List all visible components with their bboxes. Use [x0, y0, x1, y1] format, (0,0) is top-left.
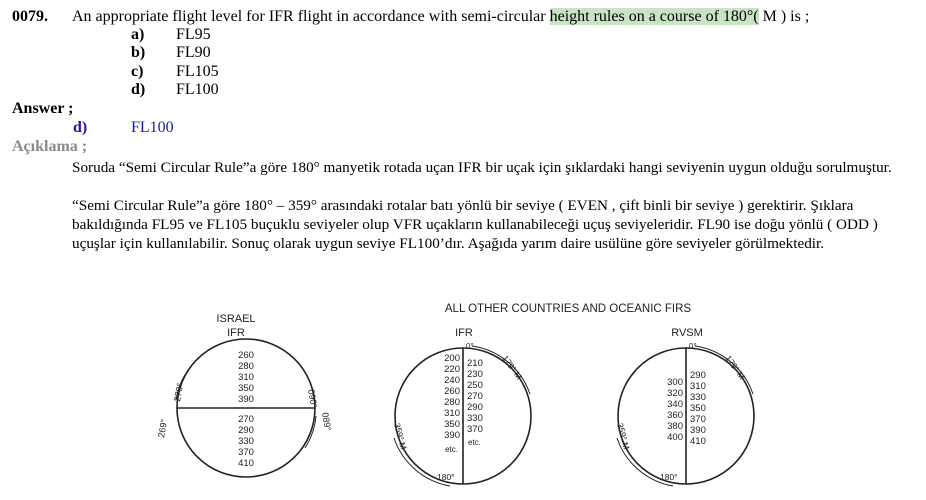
ifr-right-level: etc.: [468, 438, 481, 447]
rvsm-left-level: 380: [667, 421, 683, 432]
rvsm-right-level: 410: [690, 436, 706, 447]
ifr-0-label: 0°: [466, 342, 474, 351]
rvsm-right-level: 350: [690, 403, 706, 414]
option-a-value: FL95: [176, 26, 211, 43]
ifr-right-level: 270: [467, 391, 483, 402]
question-number: 0079.: [12, 8, 48, 25]
explanation-heading: Açıklama ;: [12, 138, 88, 155]
israel-top-level: 310: [238, 372, 254, 383]
ifr-left-level: 280: [444, 397, 460, 408]
israel-270-label: 270°: [172, 382, 186, 403]
option-d-letter: d): [131, 81, 146, 98]
semicircular-rule-diagram: [150, 298, 770, 488]
israel-089-label: 089°: [320, 411, 334, 432]
israel-top-level: 350: [238, 383, 254, 394]
ifr-right-level: 230: [467, 369, 483, 380]
ifr-diagram: [392, 327, 531, 486]
ifr-left-level: 260: [444, 386, 460, 397]
rvsm-left-level: 300: [667, 377, 683, 388]
rvsm-right-level: 330: [690, 392, 706, 403]
ifr-left-level: 220: [444, 364, 460, 375]
israel-bottom-level: 370: [238, 447, 254, 458]
question-text-highlight: height rules on a course of 180°(: [549, 8, 759, 25]
ifr-right-level: 250: [467, 380, 483, 391]
rvsm-right-level: 290: [690, 370, 706, 381]
israel-diagram: [156, 313, 333, 477]
ifr-left-level: etc.: [445, 445, 458, 454]
rvsm-0-label: 0°: [689, 342, 697, 351]
rvsm-right-level: 390: [690, 425, 706, 436]
explanation-paragraph-2: “Semi Circular Rule”a göre 180° – 359° arasındaki rotalar batı yönlü bir seviye ( EVEN , çift binli bir seviye ) gerektirir. Şıklara bakıldığında FL95 ve FL105 buçuklu seviyeler olup VFR uçakların kullanabileceği uçuş seviyeleridir. FL90 ise doğu yönlü ( ODD ) uçuşlar için kullanılabilir. Sonuç olarak uygun seviye FL100’dır. Aşağıda yarım daire usülüne göre seviyeler görülmektedir.: [72, 197, 878, 252]
rvsm-left-level: 320: [667, 388, 683, 399]
ifr-359-label: 359° M: [392, 421, 409, 451]
ifr-left-level: 240: [444, 375, 460, 386]
rvsm-180-label: 180°: [660, 472, 678, 482]
ifr-180-label: 180°: [437, 472, 455, 482]
rvsm-left-level: 400: [667, 432, 683, 443]
ifr-179-label: 179° M: [500, 353, 525, 382]
ifr-right-level: 370: [467, 424, 483, 435]
option-d-value: FL100: [176, 81, 219, 98]
israel-top-level: 260: [238, 350, 254, 361]
ifr-right-level: 210: [467, 358, 483, 369]
israel-title: ISRAEL: [216, 313, 256, 325]
diagram-title: ALL OTHER COUNTRIES AND OCEANIC FIRS: [444, 303, 692, 315]
ifr-left-level: 390: [444, 430, 460, 441]
israel-subtitle: IFR: [227, 327, 245, 339]
rvsm-179-label: 179° M: [723, 353, 748, 382]
rvsm-359-label: 359° M: [615, 421, 632, 451]
question-text-end: M ) is ;: [758, 8, 810, 25]
option-b-value: FL90: [176, 44, 211, 61]
option-c-letter: c): [131, 63, 144, 80]
rvsm-right-level: 370: [690, 414, 706, 425]
israel-bottom-level: 330: [238, 436, 254, 447]
ifr-left-level: 200: [444, 353, 460, 364]
israel-bottom-level: 290: [238, 425, 254, 436]
rvsm-diagram: [615, 327, 754, 486]
israel-bottom-level: 410: [238, 458, 254, 469]
rvsm-left-level: 360: [667, 410, 683, 421]
question-text: [72, 8, 809, 26]
answer-letter: d): [73, 119, 88, 136]
israel-269-label: 269°: [156, 418, 170, 439]
question-text-start: An appropriate flight level for IFR flight in accordance with semi-circular: [72, 8, 550, 25]
answer-heading: Answer ;: [12, 100, 74, 117]
option-c-value: FL105: [176, 63, 219, 80]
ifr-left-level: 350: [444, 419, 460, 430]
israel-090-label: 090°: [306, 388, 320, 409]
ifr-title: IFR: [455, 327, 473, 339]
answer-value: FL100: [131, 119, 174, 136]
ifr-right-level: 330: [467, 413, 483, 424]
israel-top-level: 280: [238, 361, 254, 372]
option-b-letter: b): [131, 44, 146, 61]
ifr-left-level: 310: [444, 408, 460, 419]
option-a-letter: a): [131, 26, 145, 43]
rvsm-title: RVSM: [671, 327, 703, 339]
ifr-right-level: 290: [467, 402, 483, 413]
explanation-paragraph-1: Soruda “Semi Circular Rule”a göre 180° manyetik rotada uçan IFR bir uçak için şıklardaki hangi seviyenin uygun olduğu sorulmuştur.: [72, 159, 892, 176]
israel-bottom-level: 270: [238, 414, 254, 425]
rvsm-right-level: 310: [690, 381, 706, 392]
israel-top-level: 390: [238, 394, 254, 405]
rvsm-left-level: 340: [667, 399, 683, 410]
